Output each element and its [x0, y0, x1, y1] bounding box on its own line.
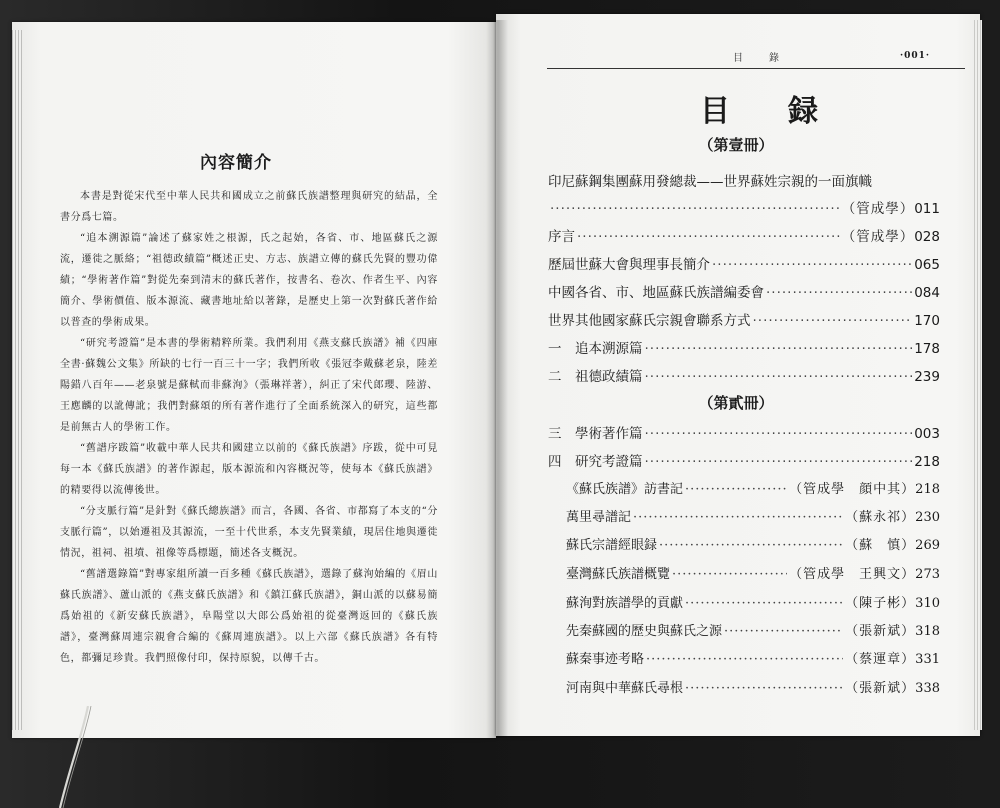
toc-entry-title: 河南與中華蘇氏尋根 — [566, 681, 684, 696]
toc-entry[interactable] — [548, 225, 940, 245]
leader-dots — [712, 257, 912, 273]
volume-label: （第貳冊） — [698, 394, 774, 412]
toc-entry-author: （管成學 顔中其） — [789, 482, 916, 497]
intro-paragraph: “研究考證篇”是本書的學術精粹所業。我們利用《燕支蘇氏族譜》補《四庫全書·蘇魏公文集》所缺的七行一百三十一字；我們所收《張冠李戴蘇老泉，陸差陽錯八百年——老泉號是蘇軾而非蘇洵》（張琳祥著），糾正了宋代郎瓔、陸游、王應麟的以訛傳訛；我們對蘇頌的所有著作進行了全面系統深入的研究，這些都是前無古人的學術工作。 — [60, 338, 438, 433]
toc-entry-title: 一 追本溯源篇 — [548, 341, 643, 357]
toc-entry-page: 273 — [915, 567, 940, 582]
toc-entry-page: 218 — [914, 454, 940, 470]
leader-dots — [685, 596, 843, 611]
toc-entry-title: 世界其他國家蘇氏宗親會聯系方式 — [548, 313, 751, 329]
leader-dots — [646, 652, 843, 667]
page-number: ·001· — [900, 51, 931, 61]
leader-dots — [685, 482, 787, 497]
leader-dots — [645, 369, 913, 385]
bookmark-ribbon — [58, 706, 98, 808]
toc-entry-title: 中國各省、市、地區蘇氏族譜編委會 — [548, 285, 764, 301]
toc-entry-author: （張新斌） — [845, 681, 916, 696]
book-spine — [486, 20, 508, 738]
toc-entry[interactable] — [548, 337, 940, 357]
volume-label: （第壹冊） — [698, 136, 774, 154]
toc-entry-title: 蘇氏宗譜經眼録 — [566, 538, 658, 553]
toc-entry[interactable] — [566, 648, 940, 667]
toc-entry[interactable] — [566, 620, 940, 639]
toc-entry-title: 四 研究考證篇 — [548, 454, 643, 470]
toc-entry-page: 218 — [915, 482, 940, 497]
toc-entry-page: 338 — [915, 681, 940, 696]
intro-paragraph: “舊譜序跋篇”收載中華人民共和國建立以前的《蘇氏族譜》序跋，從中可見每一本《蘇氏族譜》的著作源起，版本源流和內容概況等，使每本《蘇氏族譜》的精要得以流傳後世。 — [60, 443, 438, 496]
left-page-edges — [12, 30, 22, 730]
leader-dots — [645, 426, 913, 442]
toc-entry[interactable] — [566, 478, 940, 497]
toc-entry-title: 三 學術著作篇 — [548, 426, 643, 442]
toc-entry[interactable] — [566, 563, 940, 582]
toc-entry-title: 蘇洵對族譜學的貢獻 — [566, 596, 684, 611]
intro-paragraph: “追本溯源篇”論述了蘇家姓之根源，氏之起始，各省、市、地區蘇氏之源流，遷徙之脈絡；“祖德政績篇”概述正史、方志、族譜立傳的蘇氏先賢的豐功偉績；“學術著作篇”對從先秦到清末的蘇氏著作，按書名、卷次、作者生平、內容簡介、學術價值、版本源流、藏書地址給以著錄，是歷史上第一次對蘇氏著作給以普查的學術成果。 — [60, 233, 438, 328]
toc-entry-title: 歷屆世蘇大會與理事長簡介 — [548, 257, 710, 273]
toc-entry[interactable] — [548, 253, 940, 273]
running-head: 目 錄 — [733, 53, 787, 64]
intro-paragraph: “分支脈行篇”是針對《蘇氏總族譜》而言，各國、各省、市都寫了本支的“分支脈行篇”，以始遷祖及其源流，一至十代世系，本支先賢業績，現居住地與遷徙情況，祖祠、祖墳、祖像等爲標題，簡述各支概況。 — [60, 506, 438, 559]
leader-dots — [550, 201, 840, 217]
toc-entry-page: 318 — [915, 624, 940, 639]
toc-entry[interactable] — [548, 422, 940, 442]
toc-entry-page: 178 — [914, 341, 940, 357]
leader-dots — [766, 285, 912, 301]
toc-entry-title: 萬里尋譜記 — [566, 510, 632, 525]
toc-entry-page: 331 — [915, 652, 940, 667]
header-rule — [547, 68, 965, 69]
toc-entry-title: 臺灣蘇氏族譜概覽 — [566, 567, 671, 582]
toc-entry-author: （蘇 慎） — [845, 538, 916, 553]
toc-entry-page: 065 — [914, 257, 940, 273]
toc-entry-author: （管成學 王興文） — [789, 567, 916, 582]
toc-entry-page: 028 — [914, 229, 940, 245]
toc-entry-page: 230 — [915, 510, 940, 525]
toc-entry[interactable] — [566, 534, 940, 553]
toc-entry-title: 印尼蘇鋼集團蘇用發總裁——世界蘇姓宗親的一面旗幟 — [548, 174, 872, 190]
leader-dots — [633, 510, 843, 525]
toc-entry-page: 269 — [915, 538, 940, 553]
leader-dots — [645, 454, 913, 470]
toc-entry-page: 170 — [914, 313, 940, 329]
leader-dots — [659, 538, 843, 553]
toc-entry-author: （蔡運章） — [845, 652, 916, 667]
toc-entry-author: （蘇永祁） — [845, 510, 916, 525]
toc-entry[interactable] — [548, 450, 940, 470]
toc-entry-author: （管成學） — [841, 201, 915, 217]
toc-entry-page: 239 — [914, 369, 940, 385]
toc-title: 目 録 — [700, 94, 832, 129]
toc-entry[interactable] — [548, 365, 940, 385]
toc-entry-author: （管成學） — [841, 229, 915, 245]
toc-entry-title: 先秦蘇國的歷史與蘇氏之源 — [566, 624, 723, 639]
toc-entry[interactable] — [566, 677, 940, 696]
right-page-edges — [972, 20, 982, 730]
toc-entry-page: 003 — [914, 426, 940, 442]
intro-paragraph: 本書是對從宋代至中華人民共和國成立之前蘇氏族譜整理與研究的結晶，全書分爲七篇。 — [60, 191, 438, 223]
intro-paragraph: “舊譜選錄篇”對專家組所讀一百多種《蘇氏族譜》，選錄了蘇洵始編的《眉山蘇氏族譜》、蘆山派的《燕支蘇氏族譜》和《鎮江蘇氏族譜》，銅山派的以蘇易簡爲始祖的《新安蘇氏族譜》，阜陽堂以大郎公爲始祖的從臺灣返回的《蘇氏族譜》，臺灣蘇周連宗親會合編的《蘇周連族譜》。以上六部《蘇氏族譜》各有特色，都彌足珍貴。我們照像付印，保持原貌，以傳千古。 — [60, 569, 438, 664]
toc-entry-author: （張新斌） — [845, 624, 916, 639]
toc-entry-title: 蘇秦事迹考略 — [566, 652, 645, 667]
toc-entry[interactable] — [566, 506, 940, 525]
leader-dots — [577, 229, 840, 245]
toc-entry-title: 序言 — [548, 229, 575, 245]
leader-dots — [724, 624, 843, 639]
toc-entry-page: 011 — [914, 201, 940, 217]
toc-entry-title: 《蘇氏族譜》訪書記 — [566, 482, 684, 497]
leader-dots — [672, 567, 787, 582]
toc-entry[interactable] — [566, 592, 940, 611]
toc-entry-author: （陳子彬） — [845, 596, 916, 611]
toc-entry-title: 二 祖德政績篇 — [548, 369, 643, 385]
toc-entry[interactable] — [548, 281, 940, 301]
toc-entry-page: 310 — [915, 596, 940, 611]
intro-title: 內容簡介 — [200, 153, 272, 173]
toc-entry[interactable] — [548, 170, 940, 190]
leader-dots — [685, 681, 843, 696]
toc-entry[interactable] — [548, 197, 940, 217]
leader-dots — [753, 313, 913, 329]
toc-entry[interactable] — [548, 309, 940, 329]
toc-entry-page: 084 — [914, 285, 940, 301]
intro-body — [60, 186, 438, 669]
leader-dots — [645, 341, 913, 357]
